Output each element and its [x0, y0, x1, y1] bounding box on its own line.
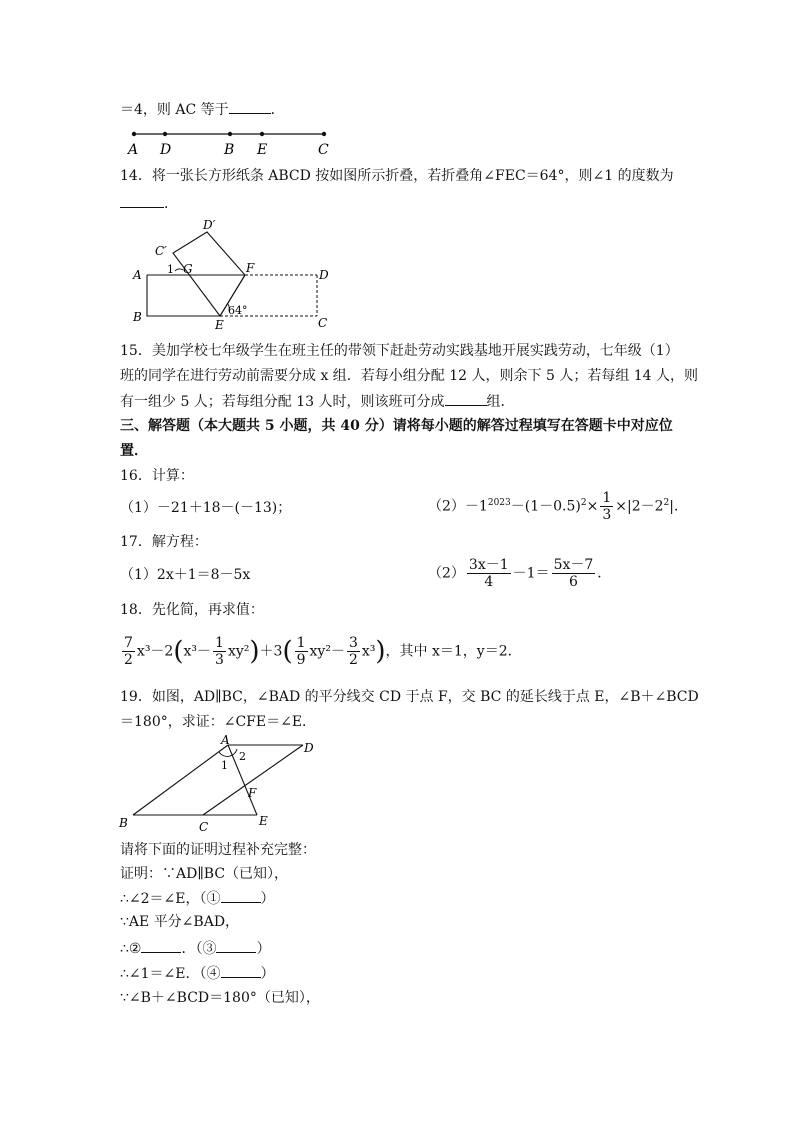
- q13-blank: [229, 99, 271, 114]
- blank-2: [141, 938, 181, 953]
- label-d: D: [319, 268, 329, 282]
- section3-heading-line1: 三、解答题（本大题共 5 小题，共 40 分）请将每小题的解答过程填写在答题卡中对应位: [120, 418, 673, 434]
- label-d: D: [304, 741, 314, 755]
- label-e: E: [215, 318, 224, 332]
- q13-number-line-figure: [120, 125, 340, 159]
- q15-line1: 15．美加学校七年级学生在班主任的带领下赶赴劳动实践基地开展实践劳动，七年级（1）: [120, 343, 679, 359]
- q19-parallelogram-figure: [115, 733, 325, 833]
- proof-step-4: ∴② ．（③ ）: [120, 938, 270, 959]
- label-f: F: [248, 786, 257, 800]
- point-c: [322, 132, 326, 136]
- label-c-prime: C′: [155, 244, 167, 258]
- label-b: B: [133, 310, 142, 324]
- label-f: F: [246, 261, 255, 275]
- q14-line1: 14．将一张长方形纸条 ABCD 按如图所示折叠，若折叠角∠FEC＝64°，则∠1 的度数为: [120, 168, 674, 184]
- q19-line1: 19．如图，AD∥BC，∠BAD 的平分线交 CD 于点 F，交 BC 的延长线于点 E，∠B＋∠BCD: [120, 689, 699, 705]
- q16-title: 16．计算：: [120, 468, 194, 484]
- q15-line3: 有一组少 5 人；若每组分配 13 人时，则该班可分成 组．: [120, 391, 515, 412]
- q17-part1: （1）2x＋1＝8－5x: [120, 567, 251, 583]
- q18-expression: $\frac{7}{2}$ x³－2(x³－ $\frac{1}{3}$ xy²)＋3( $\frac{1}{9}$ xy²－ $\frac{3}{2}$ x³)，其中 x＝1，y＝2．: [124, 635, 522, 668]
- proof-step-5: ∴∠1＝∠E．（④ ）: [120, 963, 275, 984]
- q13-line: ＝4，则 AC 等于 ．: [120, 99, 285, 120]
- label-d: D: [160, 142, 172, 158]
- label-g: G: [183, 262, 193, 276]
- q15-blank: [445, 391, 487, 406]
- segment-ab: [133, 745, 228, 815]
- q18-title: 18．先化简，再求值：: [120, 602, 264, 618]
- label-e: E: [257, 142, 268, 158]
- q17-title: 17．解方程：: [120, 534, 208, 550]
- label-e: E: [259, 814, 268, 828]
- label-angle-2: 2: [239, 750, 246, 763]
- label-a: A: [221, 733, 230, 747]
- angle-arc-1: [175, 269, 183, 271]
- point-d: [163, 132, 167, 136]
- proof-step-3: ∵AE 平分∠BAD，: [120, 914, 240, 930]
- proof-step-1: 证明：∵AD∥BC（已知），: [120, 866, 289, 882]
- point-e: [260, 132, 264, 136]
- label-angle-1: 1: [221, 759, 228, 772]
- q14-line2: ．: [120, 193, 178, 214]
- label-c: C: [318, 142, 329, 158]
- label-b: B: [119, 816, 128, 830]
- blank-4: [221, 963, 261, 978]
- label-angle-64: 64°: [228, 304, 248, 317]
- q14-blank: [120, 193, 164, 208]
- blank-1: [221, 888, 261, 903]
- strip-left-edge: [147, 275, 220, 316]
- fraction-one-third: $\frac{1}{3}$: [602, 490, 612, 523]
- fraction-right: $\frac{5x-7}{6}$: [553, 557, 594, 590]
- proof-step-6: ∵∠B＋∠BCD＝180°（已知），: [120, 990, 320, 1006]
- q16-part2: $(2)-1^{2023}-(1-0.5)^2\times$ $\frac{1}{3}$ $\times|2-2^2|$．: [428, 490, 688, 523]
- q19-line2: ＝180°，求证：∠CFE＝∠E．: [120, 714, 317, 730]
- point-a: [132, 132, 136, 136]
- label-angle-1: 1: [167, 263, 174, 276]
- section3-heading-line2: 置．: [120, 443, 148, 459]
- q14-folding-figure: [125, 215, 345, 333]
- point-b: [228, 132, 232, 136]
- blank-3: [216, 938, 256, 953]
- q15-line2: 班的同学在进行劳动前需要分成 x 组．若每小组分配 12 人，则余下 5 人；若每组 14 人，则: [120, 368, 699, 384]
- label-a: A: [128, 142, 139, 158]
- q13-text: ＝4，则 AC 等于: [120, 102, 229, 118]
- label-c: C: [199, 820, 209, 833]
- label-b: B: [224, 142, 235, 158]
- q19-intro: 请将下面的证明过程补充完整：: [120, 842, 316, 858]
- q16-part1: （1）－21＋18－(－13)；: [120, 500, 292, 516]
- q17-part2: （2） $\frac{3x-1}{4}$ －1＝ $\frac{5x-7}{6}$ ．: [428, 557, 612, 590]
- proof-step-2: ∴∠2＝∠E，（① ）: [120, 888, 275, 909]
- label-c: C: [318, 316, 328, 330]
- fraction-left: $\frac{3x-1}{4}$: [468, 557, 509, 590]
- label-a: A: [133, 268, 142, 282]
- label-d-prime: D′: [203, 218, 216, 232]
